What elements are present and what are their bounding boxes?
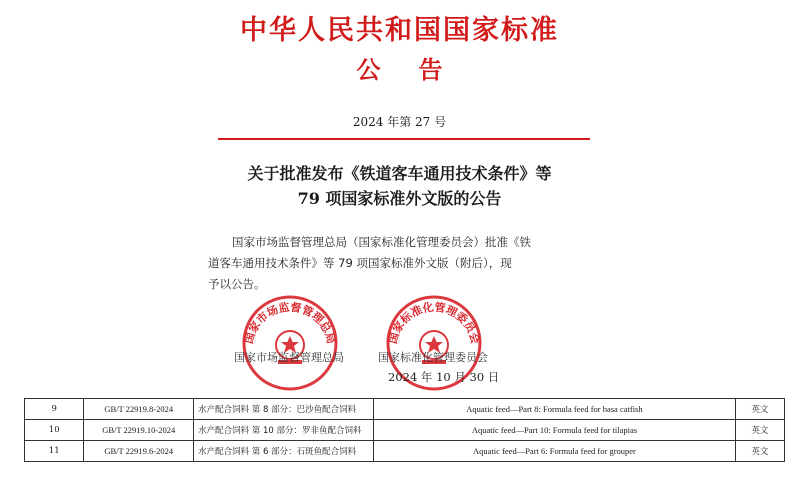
standard-code: GB/T 22919.6-2024 [84, 441, 194, 462]
red-divider [218, 138, 590, 140]
body-line: 国家市场监督管理总局（国家标准化管理委员会）批准《铁 [232, 235, 531, 249]
table-row [25, 399, 785, 420]
body-line: 予以公告。 [208, 277, 266, 291]
row-number: 9 [25, 399, 84, 420]
row-number: 10 [25, 420, 84, 441]
language: 英文 [735, 441, 784, 462]
chinese-title: 水产配合饲料 第 8 部分：巴沙鱼配合饲料 [194, 399, 374, 420]
table-row [25, 420, 785, 441]
standards-table [24, 398, 785, 462]
row-number: 11 [25, 441, 84, 462]
document-title: 中华人民共和国国家标准 [240, 15, 559, 46]
samr-seal-icon [236, 293, 344, 393]
table-row [25, 441, 785, 462]
seal2-text: 国家标准化管理委员会 [386, 300, 482, 346]
english-title: Aquatic feed—Part 8: Formula feed for basa catfish [374, 399, 735, 420]
language: 英文 [735, 399, 784, 420]
body-line: 道客车通用技术条件》等 79 项国家标准外文版（附后），现 [208, 256, 512, 270]
chinese-title: 水产配合饲料 第 6 部分：石斑鱼配合饲料 [194, 441, 374, 462]
announcement-heading-line2: 79 项国家标准外文版的公告 [297, 189, 502, 208]
issue-number: 2024 年第 27 号 [352, 115, 447, 129]
document-subtitle: 公告 [356, 56, 481, 84]
seal1-text: 国家市场监督管理总局 [242, 300, 338, 346]
standard-code: GB/T 22919.8-2024 [84, 399, 194, 420]
standard-code: GB/T 22919.10-2024 [84, 420, 194, 441]
signature-org-sac: 国家标准化管理委员会 [378, 351, 488, 364]
english-title: Aquatic feed—Part 6: Formula feed for grouper [374, 441, 735, 462]
announcement-date: 2024 年 10 月 30 日 [388, 370, 500, 384]
announcement-heading-line1: 关于批准发布《铁道客车通用技术条件》等 [247, 164, 552, 183]
english-title: Aquatic feed—Part 10: Formula feed for tilapias [374, 420, 735, 441]
announcement-body [208, 232, 592, 295]
chinese-title: 水产配合饲料 第 10 部分：罗非鱼配合饲料 [194, 420, 374, 441]
signature-org-samr: 国家市场监督管理总局 [234, 351, 344, 364]
language: 英文 [735, 420, 784, 441]
